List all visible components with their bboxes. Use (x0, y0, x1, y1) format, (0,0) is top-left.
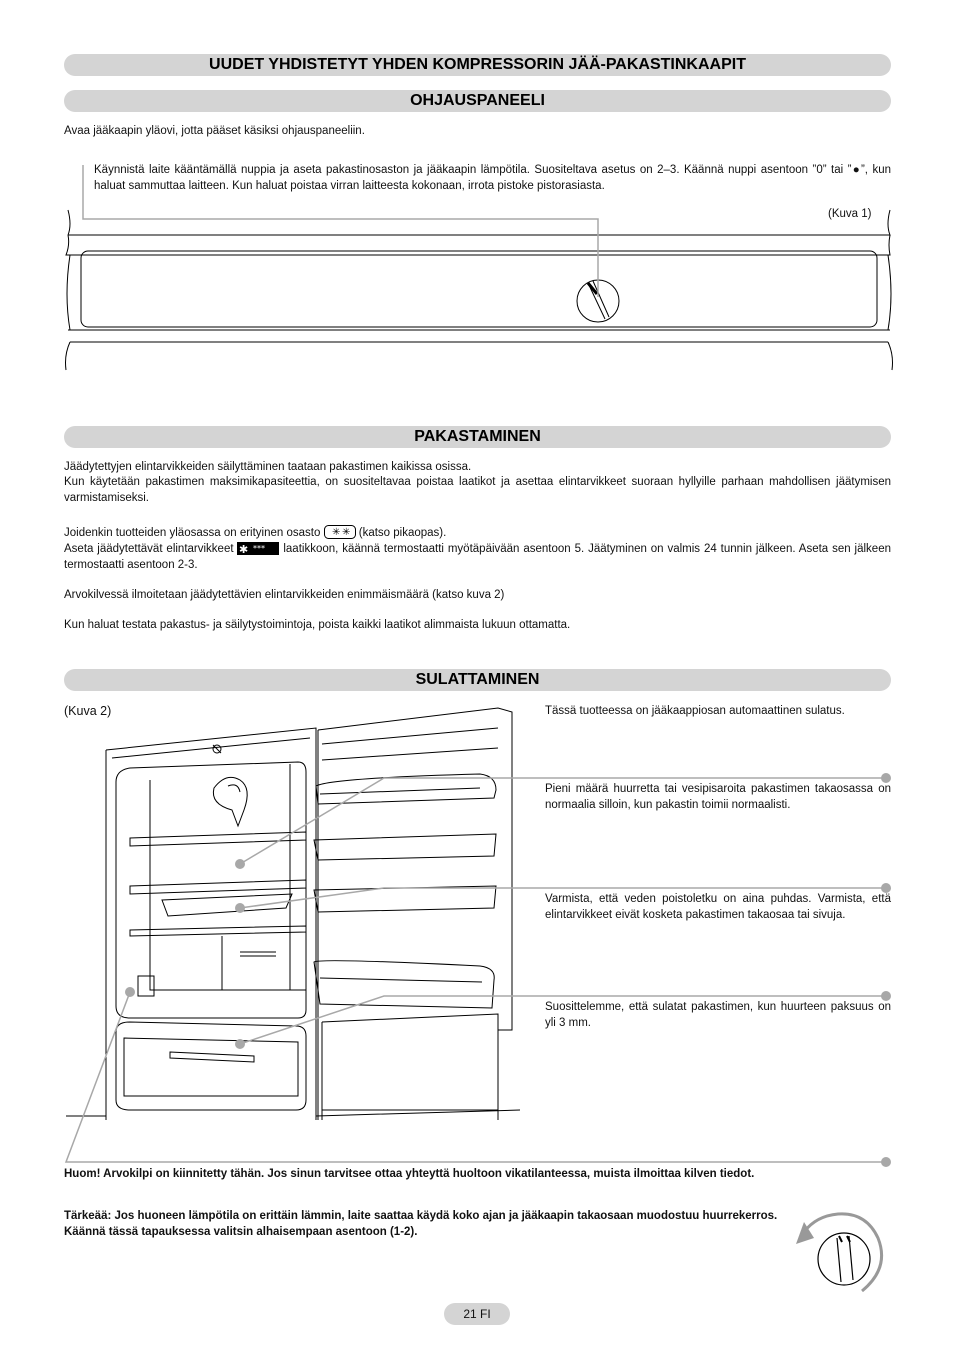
svg-text:✳: ✳ (341, 527, 350, 538)
section-title-freezing: PAKASTAMINEN (64, 426, 891, 448)
control-panel-instruction: Käynnistä laite kääntämällä nuppia ja aseta pakastinosaston ja jääkaapin lämpötila. Suositeltava asetus on 2–3. Käännä nuppi asentoon ”0” tai ”●”, kun haluat sammuttaa laitteen. Kun haluat poistaa virran laitteesta kokonaan, irrota pistoke pistorasiasta. (94, 164, 892, 192)
section-title-control-panel: OHJAUSPANEELI (64, 90, 891, 112)
control-panel-intro: Avaa jääkaapin yläovi, jotta pääset käsiksi ohjauspaneeliin. (64, 125, 365, 137)
freezing-p5: Arvokilvessä ilmoitetaan jäädytettävien elintarvikkeiden enimmäismäärä (katso kuva 2) (64, 589, 505, 601)
rating-plate-warning: Huom! Arvokilpi on kiinnitetty tähän. Jos sinun tarvitsee ottaa yhteyttä huoltoon vikatilanteessa, muista ilmoittaa kilven tiedot. (64, 1168, 755, 1180)
off-dot-symbol: ● (851, 164, 861, 176)
freezing-p3: Joidenkin tuotteiden yläosassa on erityinen osasto ✳ ✳ (katso pikaopas). (64, 527, 447, 539)
leader-line-knob (83, 165, 598, 297)
defrost-note-2: Pieni määrä huurretta tai vesipisaroita pakastimen takaosassa on normaalia silloin, kun pakastin toimii normaalisti. (545, 783, 891, 811)
figure-2-label: (Kuva 2) (64, 704, 112, 718)
freezing-p1: Jäädytettyjen elintarvikkeiden säilyttäminen taataan pakastimen kaikissa osissa. (64, 461, 472, 473)
freezing-p4: Aseta jäädytettävät elintarvikkeet ✱ *** laatikkoon, käännä termostaatti myötäpäivään asentoon 5. Jäätyminen on valmis 24 tunnin jälkeen. Aseta sen jälkeen termostaatti asentoon 2-3. (64, 543, 891, 571)
freezing-p2: Kun käytetään pakastimen maksimikapasiteettia, on suositeltavaa poistaa laatikot ja asettaa elintarvikkeet suoraan hyllyille parhaan mahdollisen jäätymisen varmistamiseksi. (64, 476, 891, 504)
freezing-p6: Kun haluat testata pakastus- ja säilytystoimintoja, poista kaikki laatikot alimmaista lukuun ottamatta. (64, 619, 571, 631)
defrost-note-4: Suosittelemme, että sulatat pakastimen, kun huurteen paksuus on yli 3 mm. (545, 1001, 891, 1029)
defrost-note-3: Varmista, että veden poistoletku on aina puhdas. Varmista, että elintarvikkeet eivät kosketa pakastimen takaosaa tai sivuja. (545, 893, 891, 921)
figure-1-label: (Kuva 1) (828, 208, 872, 220)
section-title-defrosting: SULATTAMINEN (64, 669, 891, 691)
control-panel-illustration (0, 155, 954, 355)
thermostat-knob-icon (818, 1233, 870, 1285)
important-note: Tärkeää: Jos huoneen lämpötila on erittäin lämmin, laite saattaa käydä koko ajan ja jääkaapin takaosaan muodostuu huurrekerros. Käännä tässä tapauksessa valitsin alhaisempaan asentoon (1-2). (64, 1210, 778, 1238)
four-star-freezer-icon (237, 542, 279, 555)
thermostat-rotate-illustration (790, 1208, 900, 1308)
two-star-compartment-icon (324, 525, 356, 539)
svg-text:***: *** (253, 544, 266, 553)
main-title: UUDET YHDISTETYT YHDEN KOMPRESSORIN JÄÄ-PAKASTINKAAPIT (64, 54, 891, 76)
svg-text:✳: ✳ (331, 527, 340, 538)
page-number: 21 FI (444, 1303, 510, 1325)
svg-text:✱: ✱ (239, 543, 249, 556)
defrost-note-1: Tässä tuotteessa on jääkaappiosan automaattinen sulatus. (545, 705, 845, 717)
fridge-illustration (0, 700, 954, 1200)
